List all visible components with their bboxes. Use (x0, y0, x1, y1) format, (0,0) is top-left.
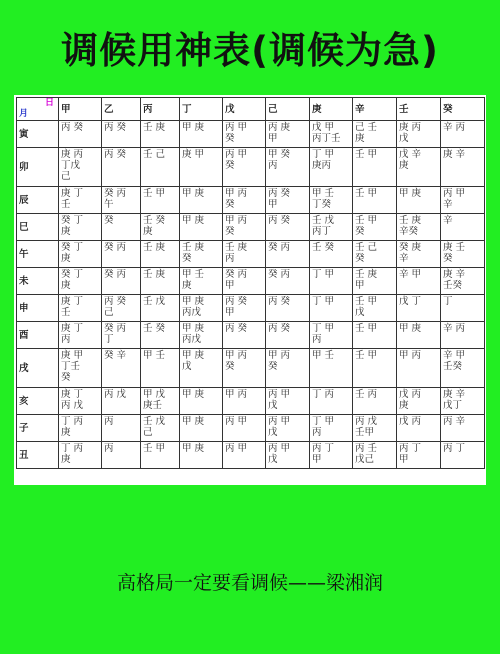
table-cell: 甲 庚 (180, 121, 223, 148)
table-cell: 甲 丙 癸 (223, 187, 266, 214)
month-label: 月 (19, 109, 29, 119)
table-cell: 壬 癸 (310, 241, 353, 268)
table-cell: 丙 甲 (223, 442, 266, 469)
branch-label: 辰 (17, 187, 59, 214)
table-cell: 甲 庚 (180, 415, 223, 442)
table-cell: 壬 甲 (141, 187, 180, 214)
stem-header: 丁 (180, 98, 223, 121)
table-cell: 己 壬 庚 (353, 121, 397, 148)
table-cell: 丙 癸 (266, 322, 310, 349)
table-cell: 癸 丁 庚 (59, 214, 102, 241)
footer-quote: 高格局一定要看调候——梁湘润 (116, 572, 383, 594)
stem-header: 丙 (141, 98, 180, 121)
table-row (17, 349, 485, 388)
table-cell: 癸 丙 (266, 241, 310, 268)
table-cell: 庚 丙 丁戊 己 (59, 148, 102, 187)
table-cell: 庚 辛 壬癸 (441, 268, 485, 295)
table-cell: 癸 丙 丁 (102, 322, 141, 349)
stem-header: 辛 (353, 98, 397, 121)
table-cell: 庚 壬 癸 (441, 241, 485, 268)
tiaohou-table (16, 97, 485, 469)
table-cell: 丙 甲 戊 (266, 415, 310, 442)
table-cell: 甲 丙 癸 (266, 349, 310, 388)
table-cell: 壬 庚 癸 (180, 241, 223, 268)
table-cell: 甲 庚 (397, 322, 441, 349)
table-cell: 壬 戊 丙丁 (310, 214, 353, 241)
table-cell: 庚 辛 (441, 148, 485, 187)
table-cell: 丙 甲 戊 (266, 388, 310, 415)
table-row (17, 295, 485, 322)
table-cell: 壬 癸 (141, 322, 180, 349)
table-cell: 壬 甲 (353, 322, 397, 349)
table-cell: 戊 辛 庚 (397, 148, 441, 187)
branch-label: 戌 (17, 349, 59, 388)
table-cell: 癸 丁 庚 (59, 241, 102, 268)
table-cell: 丁 甲 庚丙 (310, 148, 353, 187)
table-cell: 辛 丙 (441, 322, 485, 349)
table-cell: 丙 戊 (102, 388, 141, 415)
table-cell: 壬 戊 己 (141, 415, 180, 442)
table-cell: 丙 辛 (441, 415, 485, 442)
table-cell: 癸 辛 (102, 349, 141, 388)
branch-label: 午 (17, 241, 59, 268)
table-cell: 丙 甲 戊 (266, 442, 310, 469)
table-cell: 丁 甲 丙 (310, 322, 353, 349)
table-cell: 丙 甲 癸 (223, 148, 266, 187)
table-cell: 丁 丙 (310, 388, 353, 415)
header-row (17, 98, 485, 121)
table-cell: 甲 丙 (397, 349, 441, 388)
table-cell: 丙 (102, 415, 141, 442)
table-cell: 癸 丙 午 (102, 187, 141, 214)
table-cell: 丙 癸 (266, 295, 310, 322)
table-cell: 庚 甲 (180, 148, 223, 187)
table-cell: 癸 丙 (102, 241, 141, 268)
table-cell: 壬 己 (141, 148, 180, 187)
stem-header: 癸 (441, 98, 485, 121)
table-cell: 甲 壬 丁癸 (310, 187, 353, 214)
table-cell: 壬 庚 辛癸 (397, 214, 441, 241)
table-cell: 甲 庚 丙戊 (180, 295, 223, 322)
table-cell: 庚 丁 壬 (59, 187, 102, 214)
table-cell: 壬 丙 (353, 388, 397, 415)
table-cell: 丙 癸 己 (102, 295, 141, 322)
table-cell: 甲 庚 (180, 187, 223, 214)
table-row (17, 241, 485, 268)
day-label: 日 (44, 98, 54, 108)
table-cell: 壬 庚 (141, 268, 180, 295)
table-cell: 丙 庚 甲 (266, 121, 310, 148)
table-cell: 癸 丁 庚 (59, 268, 102, 295)
table-cell: 丙 癸 (223, 322, 266, 349)
table-cell: 丙 丁 甲 (397, 442, 441, 469)
table-cell: 辛 (441, 214, 485, 241)
table-cell: 甲 壬 (310, 349, 353, 388)
table-cell: 甲 戊 庚壬 (141, 388, 180, 415)
table-cell: 庚 丁 丙 (59, 322, 102, 349)
table-cell: 壬 甲 (353, 148, 397, 187)
table-cell: 丁 甲 丙 (310, 415, 353, 442)
table-cell: 壬 庚 甲 (353, 268, 397, 295)
table-cell: 甲 丙 (223, 388, 266, 415)
table-cell: 戊 甲 丙丁壬 (310, 121, 353, 148)
branch-label: 巳 (17, 214, 59, 241)
table-cell: 丙 戊 壬甲 (353, 415, 397, 442)
table-cell: 甲 庚 丙戊 (180, 322, 223, 349)
stem-header: 己 (266, 98, 310, 121)
table-cell: 壬 戊 (141, 295, 180, 322)
table-cell: 壬 庚 (141, 241, 180, 268)
table-row (17, 121, 485, 148)
table-cell: 甲 癸 丙 (266, 148, 310, 187)
table-row (17, 322, 485, 349)
table-cell: 丁 丙 庚 (59, 415, 102, 442)
stem-header: 甲 (59, 98, 102, 121)
table-cell: 壬 甲 (353, 349, 397, 388)
table-row (17, 148, 485, 187)
table-row (17, 415, 485, 442)
table-cell: 丁 丙 庚 (59, 442, 102, 469)
table-cell: 丙 甲 癸 (223, 121, 266, 148)
branch-label: 丑 (17, 442, 59, 469)
table-cell: 甲 庚 (180, 388, 223, 415)
table-cell: 庚 丁 丙 戊 (59, 388, 102, 415)
page-title: 调候用神表(调候为急) (61, 29, 439, 72)
table-row (17, 187, 485, 214)
table-cell: 戊 丙 (397, 415, 441, 442)
table-cell: 癸 庚 辛 (397, 241, 441, 268)
branch-label: 未 (17, 268, 59, 295)
table-cell: 庚 丁 壬 (59, 295, 102, 322)
table-cell: 丙 癸 (102, 121, 141, 148)
table-cell: 甲 丙 癸 (223, 214, 266, 241)
table-cell: 壬 癸 庚 (141, 214, 180, 241)
table-cell: 癸 丙 甲 (223, 268, 266, 295)
table-cell: 甲 壬 (141, 349, 180, 388)
table-cell: 甲 壬 庚 (180, 268, 223, 295)
table-sheet (14, 95, 486, 485)
table-cell: 丙 丁 甲 (310, 442, 353, 469)
table-cell: 丙 癸 (102, 148, 141, 187)
table-cell: 丙 癸 (266, 214, 310, 241)
branch-label: 卯 (17, 148, 59, 187)
table-cell: 庚 辛 戊丁 (441, 388, 485, 415)
table-cell: 癸 丙 (102, 268, 141, 295)
branch-label: 亥 (17, 388, 59, 415)
stem-header: 戊 (223, 98, 266, 121)
table-cell: 丙 (102, 442, 141, 469)
table-cell: 甲 庚 戊 (180, 349, 223, 388)
table-cell: 辛 丙 (441, 121, 485, 148)
stem-header: 庚 (310, 98, 353, 121)
branch-label: 申 (17, 295, 59, 322)
table-cell: 壬 甲 癸 (353, 214, 397, 241)
branch-label: 子 (17, 415, 59, 442)
table-cell: 丙 丁 (441, 442, 485, 469)
table-cell: 癸 (102, 214, 141, 241)
table-cell: 丙 甲 辛 (441, 187, 485, 214)
table-cell: 壬 庚 (141, 121, 180, 148)
table-cell: 丙 癸 甲 (266, 187, 310, 214)
table-row (17, 442, 485, 469)
table-row (17, 268, 485, 295)
table-cell: 甲 庚 (180, 214, 223, 241)
table-cell: 壬 己 癸 (353, 241, 397, 268)
table-row (17, 214, 485, 241)
table-cell: 丙 癸 (59, 121, 102, 148)
table-cell: 庚 丙 戊 (397, 121, 441, 148)
table-cell: 辛 甲 壬癸 (441, 349, 485, 388)
table-cell: 甲 丙 癸 (223, 349, 266, 388)
corner-cell (17, 98, 59, 121)
table-row (17, 388, 485, 415)
table-cell: 丁 甲 (310, 295, 353, 322)
table-cell: 壬 甲 (141, 442, 180, 469)
table-cell: 丙 壬 戊己 (353, 442, 397, 469)
table-cell: 甲 庚 (397, 187, 441, 214)
table-cell: 丁 (441, 295, 485, 322)
table-cell: 壬 甲 戊 (353, 295, 397, 322)
table-cell: 戊 丙 庚 (397, 388, 441, 415)
stem-header: 乙 (102, 98, 141, 121)
table-cell: 丙 甲 (223, 415, 266, 442)
table-cell: 丙 癸 甲 (223, 295, 266, 322)
table-cell: 庚 甲 丁壬 癸 (59, 349, 102, 388)
stem-header: 壬 (397, 98, 441, 121)
table-cell: 辛 甲 (397, 268, 441, 295)
table-cell: 丁 甲 (310, 268, 353, 295)
table-cell: 壬 甲 (353, 187, 397, 214)
branch-label: 酉 (17, 322, 59, 349)
table-cell: 戊 丁 (397, 295, 441, 322)
table-cell: 癸 丙 (266, 268, 310, 295)
table-cell: 甲 庚 (180, 442, 223, 469)
table-cell: 壬 庚 丙 (223, 241, 266, 268)
branch-label: 寅 (17, 121, 59, 148)
